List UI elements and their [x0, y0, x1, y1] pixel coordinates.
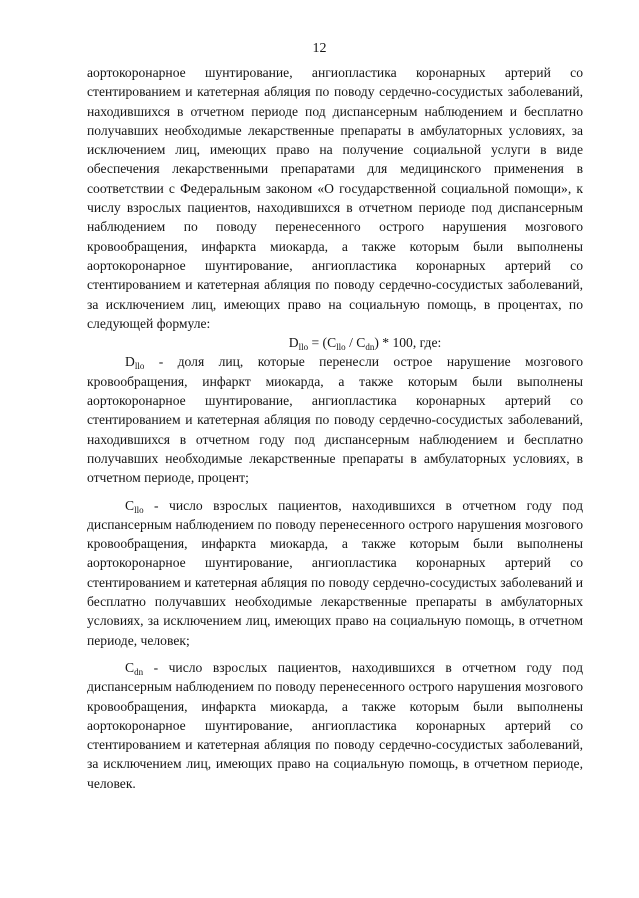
formula-divide: / — [345, 335, 357, 351]
formula-c1-symbol: C — [327, 335, 337, 351]
definition-text: - доля лиц, которые перенесли острое нарушение мозгового кровообращения, инфаркт миокарда, а также которым были выполнены аортокоронарное шунтирование, ангиопластика коронарных артерий со стентированием и катетерная абляция по поводу сердечно-сосудистых заболеваний, находившихся в отчетном году под диспансерным наблюдением и бесплатно получавших необходимые лекарственные препараты в амбулаторных условиях, в отчетном периоде, процент; — [87, 354, 583, 486]
document-body — [87, 63, 583, 793]
formula-c2-subscript: dn — [365, 342, 375, 353]
formula-c1-subscript: llo — [336, 342, 346, 353]
definition-text: - число взрослых пациентов, находившихся в отчетном году под диспансерным наблюдением по поводу перенесенного острого нарушения мозгового кровообращения, инфаркта миокарда, а также которым были выполнены аортокоронарное шунтирование, ангиопластика коронарных артерий со стентированием и катетерная абляция по поводу сердечно-сосудистых заболеваний и бесплатно получавших необходимые лекарственные препараты в амбулаторных условиях, за исключением лиц, имеющих право на социальную помощь, в отчетном периоде, человек; — [87, 497, 583, 648]
formula-c2-symbol: C — [356, 335, 366, 351]
formula-eq-open: = ( — [308, 335, 328, 351]
definition-subscript: llo — [134, 361, 145, 372]
formula-lhs-subscript: llo — [298, 342, 309, 353]
definition-subscript: dn — [134, 666, 144, 677]
definition-c-llo — [87, 496, 583, 650]
intro-paragraph: аортокоронарное шунтирование, ангиопластика коронарных артерий со стентированием и катетерная абляция по поводу сердечно-сосудистых заболеваний, находившихся в отчетном периоде под диспансерным наблюдением и бесплатно получавших необходимые лекарственные препараты в амбулаторных условиях, за исключением лиц, имеющих право на получение социальной услуги в виде обеспечения лекарственными препаратами для медицинского применения в соответствии с Федеральным законом «О государственной социальной помощи», к числу взрослых пациентов, находившихся в отчетном периоде под диспансерным наблюдением по поводу перенесенного острого нарушения мозгового кровообращения, инфаркта миокарда, а также которым были выполнены аортокоронарное шунтирование, ангиопластика коронарных артерий со стентированием и катетерная абляция по поводу сердечно-сосудистых заболеваний, за исключением лиц, имеющих право на социальную помощь, в процентах, по следующей формуле: — [87, 65, 583, 331]
definition-c-dn — [87, 658, 583, 793]
definition-subscript: llo — [134, 504, 144, 515]
definition-text: - число взрослых пациентов, находившихся в отчетном году под диспансерным наблюдением по поводу перенесенного острого нарушения мозгового кровообращения, инфаркта миокарда, а также которым были выполнены аортокоронарное шунтирование, ангиопластика коронарных артерий со стентированием и катетерная абляция по поводу сердечно-сосудистых заболеваний, за исключением лиц, имеющих право на социальную помощь, в отчетном периоде, человек. — [87, 659, 583, 791]
formula-lhs-symbol: D — [288, 335, 299, 351]
page-number: 12 — [312, 41, 327, 56]
definition-symbol: D — [125, 354, 135, 370]
formula-tail: ) * 100, где: — [374, 335, 442, 351]
formula — [87, 333, 583, 352]
definition-d-llo — [87, 352, 583, 487]
definition-symbol: C — [125, 497, 135, 513]
definition-symbol: C — [125, 659, 135, 675]
